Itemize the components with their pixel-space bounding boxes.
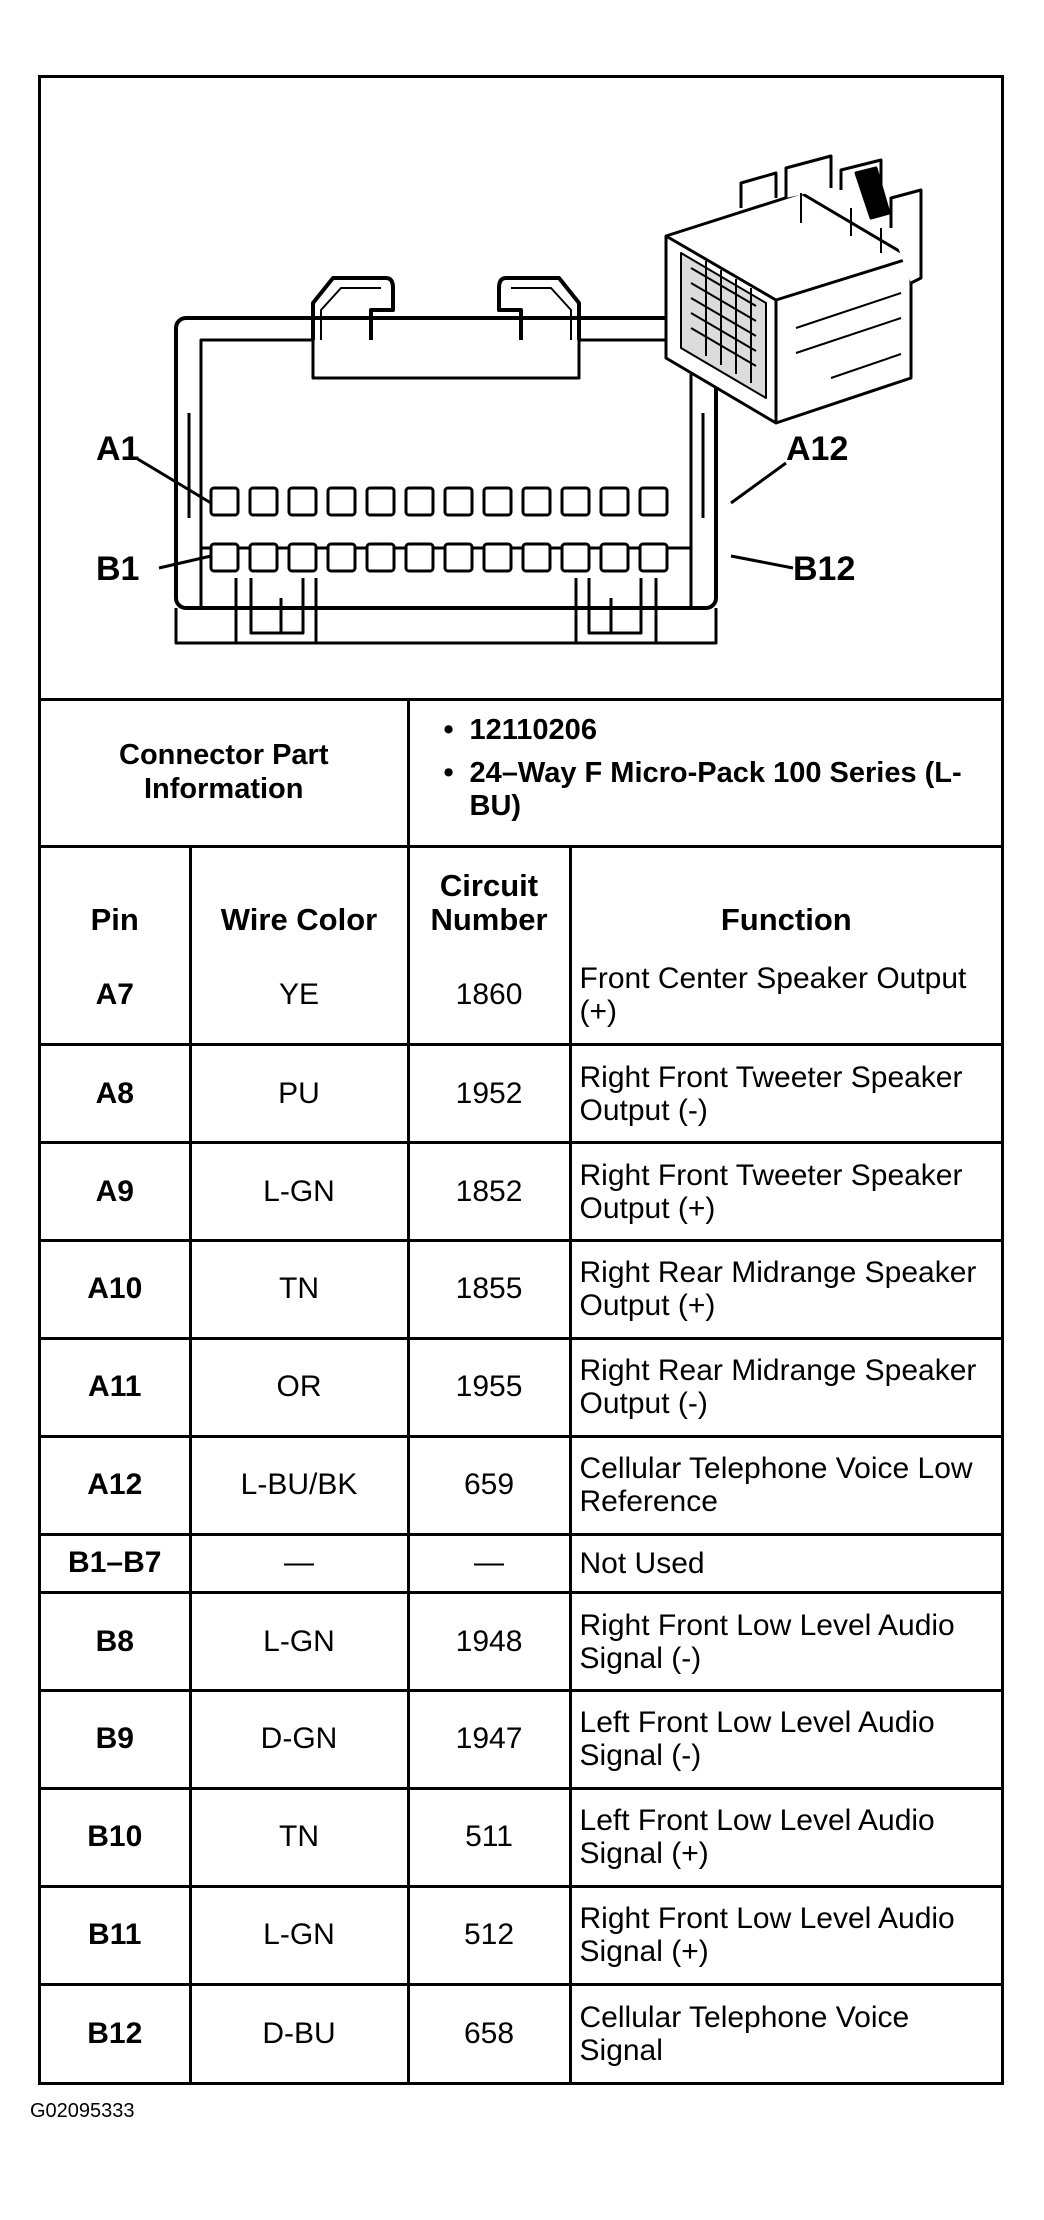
pin-cavity: [562, 544, 589, 571]
table-row: [41, 1984, 1001, 2082]
circuit-number-cell: 1948: [408, 1593, 570, 1691]
table-row: [41, 1690, 1001, 1788]
connector-face-drawing: [41, 78, 1001, 698]
pin-cavity: [484, 488, 511, 515]
pin-cavities: [211, 488, 667, 571]
callout-b1: B1: [96, 550, 140, 588]
pin-cavity: [211, 544, 238, 571]
a12-leader: [731, 463, 786, 503]
circuit-number-cell: 1852: [408, 1143, 570, 1241]
pin-cavity: [640, 488, 667, 515]
pin-cavity: [445, 488, 472, 515]
pin-cell: A7: [41, 947, 190, 1045]
function-cell: Right Front Low Level Audio Signal (-): [570, 1593, 1001, 1691]
circuit-number-cell: 1860: [408, 947, 570, 1045]
function-cell: Left Front Low Level Audio Signal (-): [570, 1690, 1001, 1788]
table-header-row: [41, 847, 1001, 947]
header-pin: Pin: [41, 847, 190, 947]
pin-cavity: [484, 544, 511, 571]
function-cell: Cellular Telephone Voice Signal: [570, 1984, 1001, 2082]
table-row: [41, 1045, 1001, 1143]
pin-cell: A11: [41, 1338, 190, 1436]
connector-type: • 24–Way F Micro-Pack 100 Series (L-BU): [470, 757, 1002, 823]
circuit-number-cell: 658: [408, 1984, 570, 2082]
pin-cell: B1–B7: [41, 1534, 190, 1593]
function-cell: Right Rear Midrange Speaker Output (+): [570, 1241, 1001, 1339]
table-row: [41, 1593, 1001, 1691]
wire-color-cell: TN: [190, 1241, 408, 1339]
connector-sheet: [38, 75, 1004, 2085]
pin-cell: A12: [41, 1436, 190, 1534]
pin-cavity: [601, 488, 628, 515]
connector-info-details: [408, 698, 1001, 847]
pin-cell: A8: [41, 1045, 190, 1143]
pin-cavity: [523, 488, 550, 515]
function-cell: Cellular Telephone Voice Low Reference: [570, 1436, 1001, 1534]
pinout-table: [41, 698, 1001, 2082]
function-cell: Front Center Speaker Output (+): [570, 947, 1001, 1045]
header-circuit-number: Circuit Number: [408, 847, 570, 947]
wire-color-cell: L-GN: [190, 1593, 408, 1691]
pin-cell: B11: [41, 1886, 190, 1984]
connector-part-number: • 12110206: [470, 714, 1002, 747]
circuit-number-cell: —: [408, 1534, 570, 1593]
pin-cavity: [289, 544, 316, 571]
function-cell: Right Rear Midrange Speaker Output (-): [570, 1338, 1001, 1436]
pin-cavity: [289, 488, 316, 515]
wire-color-cell: L-BU/BK: [190, 1436, 408, 1534]
circuit-number-cell: 1955: [408, 1338, 570, 1436]
wire-color-cell: TN: [190, 1788, 408, 1886]
pin-cell: A10: [41, 1241, 190, 1339]
pin-cell: A9: [41, 1143, 190, 1241]
table-row: [41, 947, 1001, 1045]
pin-cavity: [367, 488, 394, 515]
wire-color-cell: D-BU: [190, 1984, 408, 2082]
pin-cavity: [445, 544, 472, 571]
circuit-number-cell: 659: [408, 1436, 570, 1534]
pin-cavity: [406, 544, 433, 571]
pin-cell: B12: [41, 1984, 190, 2082]
pin-cavity: [562, 488, 589, 515]
function-cell: Right Front Tweeter Speaker Output (+): [570, 1143, 1001, 1241]
bottom-right-latch: [576, 548, 691, 643]
function-cell: Left Front Low Level Audio Signal (+): [570, 1788, 1001, 1886]
wire-color-cell: YE: [190, 947, 408, 1045]
circuit-number-cell: 1952: [408, 1045, 570, 1143]
pin-cavity: [367, 544, 394, 571]
pin-cavity: [250, 488, 277, 515]
pin-cavity: [328, 544, 355, 571]
circuit-number-cell: 1947: [408, 1690, 570, 1788]
pin-cavity: [406, 488, 433, 515]
table-row: [41, 1886, 1001, 1984]
table-row: [41, 1534, 1001, 1593]
table-row: [41, 1436, 1001, 1534]
pin-cavity: [640, 544, 667, 571]
circuit-number-cell: 1855: [408, 1241, 570, 1339]
connector-info-label: Connector Part Information: [41, 698, 408, 847]
header-function: Function: [570, 847, 1001, 947]
pin-cell: B10: [41, 1788, 190, 1886]
connector-inner-frame: [201, 340, 691, 548]
table-row: [41, 1788, 1001, 1886]
pin-cavity: [328, 488, 355, 515]
b1-leader: [159, 556, 211, 568]
b12-leader: [731, 556, 793, 568]
table-row: [41, 1241, 1001, 1339]
table-row: [41, 1338, 1001, 1436]
pin-cavity: [211, 488, 238, 515]
function-cell: Not Used: [570, 1534, 1001, 1593]
pin-cavity: [523, 544, 550, 571]
callout-b12: B12: [793, 550, 856, 588]
wire-color-cell: L-GN: [190, 1886, 408, 1984]
wire-color-cell: D-GN: [190, 1690, 408, 1788]
connector-diagram: [41, 78, 1001, 701]
wire-color-cell: L-GN: [190, 1143, 408, 1241]
header-wire-color: Wire Color: [190, 847, 408, 947]
pin-cell: B9: [41, 1690, 190, 1788]
circuit-number-cell: 511: [408, 1788, 570, 1886]
pin-cavity: [601, 544, 628, 571]
callout-a1: A1: [96, 430, 140, 468]
callout-a12: A12: [786, 430, 849, 468]
connector-isometric-view: [666, 156, 921, 423]
wire-color-cell: —: [190, 1534, 408, 1593]
connector-info-row: [41, 698, 1001, 847]
pin-cavity: [250, 544, 277, 571]
function-cell: Right Front Tweeter Speaker Output (-): [570, 1045, 1001, 1143]
pin-cell: B8: [41, 1593, 190, 1691]
circuit-number-cell: 512: [408, 1886, 570, 1984]
figure-id: G02095333: [30, 2100, 135, 2122]
function-cell: Right Front Low Level Audio Signal (+): [570, 1886, 1001, 1984]
table-row: [41, 1143, 1001, 1241]
wire-color-cell: PU: [190, 1045, 408, 1143]
wire-color-cell: OR: [190, 1338, 408, 1436]
